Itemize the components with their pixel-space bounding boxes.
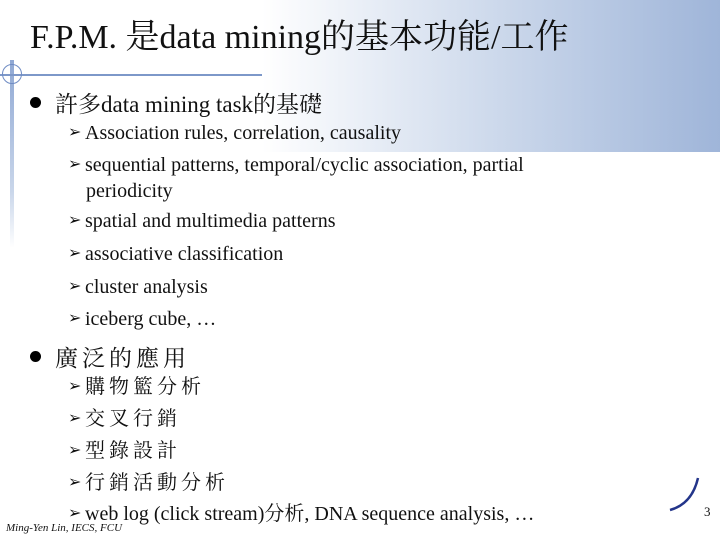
- arrowhead-icon: ➢: [68, 442, 82, 459]
- crosshair-circle-icon: [2, 64, 22, 84]
- list-item: ➢ 交叉行銷: [68, 408, 181, 430]
- list-item: ➢ 型錄設計: [68, 440, 181, 462]
- arrowhead-icon: ➢: [68, 474, 82, 491]
- bullet-basis: [30, 86, 322, 119]
- list-item: ➢ 行銷活動分析: [68, 472, 229, 494]
- bullet-label: 廣泛的應用: [55, 346, 190, 371]
- bullet-dot-icon: [30, 351, 41, 362]
- list-item-continuation: periodicity: [86, 180, 173, 202]
- arrowhead-icon: ➢: [68, 378, 82, 395]
- arrowhead-icon: ➢: [68, 245, 82, 262]
- bullet-dot-icon: [30, 97, 41, 108]
- list-item: ➢ Association rules, correlation, causality: [68, 122, 402, 144]
- arrowhead-icon: ➢: [68, 505, 82, 522]
- arrowhead-icon: ➢: [68, 212, 82, 229]
- bullet-applications: [30, 340, 190, 373]
- slide-title: F.P.M. 是data mining的基本功能/工作: [30, 19, 569, 56]
- arrowhead-icon: ➢: [68, 310, 82, 327]
- arrowhead-icon: ➢: [68, 124, 82, 141]
- list-item: ➢ web log (click stream)分析, DNA sequence analysis, …: [68, 503, 535, 525]
- bullet-label: 許多data mining task的基礎: [55, 92, 323, 117]
- left-accent-bar: [10, 60, 14, 248]
- list-item: ➢ sequential patterns, temporal/cyclic association, partial: [68, 154, 524, 176]
- swoosh-decoration-icon: [668, 476, 702, 512]
- title-underline: [0, 74, 262, 76]
- list-item: ➢ spatial and multimedia patterns: [68, 210, 336, 232]
- footer-credit: Ming-Yen Lin, IECS, FCU: [6, 522, 123, 534]
- arrowhead-icon: ➢: [68, 156, 82, 173]
- page-number: 3: [704, 504, 711, 519]
- list-item: ➢ associative classification: [68, 243, 284, 265]
- list-item: ➢ iceberg cube, …: [68, 308, 217, 330]
- arrowhead-icon: ➢: [68, 410, 82, 427]
- arrowhead-icon: ➢: [68, 278, 82, 295]
- list-item: ➢ 購物籃分析: [68, 376, 205, 398]
- list-item: ➢ cluster analysis: [68, 276, 208, 298]
